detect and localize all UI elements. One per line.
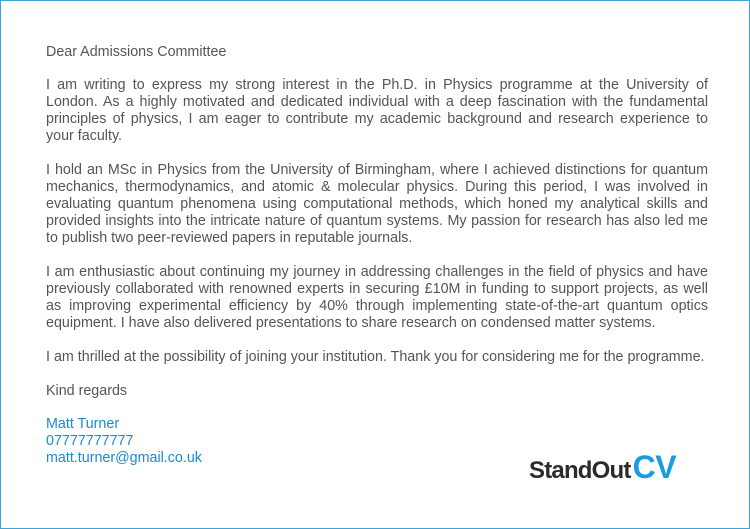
letter-body <box>46 44 708 467</box>
letter-greeting: Dear Admissions Committee <box>46 44 227 60</box>
letter-paragraph-intro: I am writing to express my strong interest in the Ph.D. in Physics programme at the University of London. As a highly motivated and dedicated individual with a deep fascination with the fundamental principles of physics, I am eager to contribute my academic background and research experience to your faculty. <box>46 77 708 144</box>
letter-paragraph-conclusion: I am thrilled at the possibility of joining your institution. Thank you for considering me for the programme. <box>46 349 705 365</box>
letter-paragraph-education: I hold an MSc in Physics from the University of Birmingham, where I achieved distinctions for quantum mechanics, thermodynamics, and atomic & molecular physics. During this period, I was involved in evaluating quantum phenomena using computational methods, which honed my analytical skills and provided insights into the intricate nature of quantum systems. My passion for research has also led me to publish two peer-reviewed papers in reputable journals. <box>46 162 708 246</box>
letter-paragraph-experience: I am enthusiastic about continuing my journey in addressing challenges in the field of physics and have previously collaborated with renowned experts in securing £10M in funding to support projects, as well as improving experimental efficiency by 40% through implementing state-of-the-art quantum optics equipment. I have also delivered presentations to share research on condensed matter systems. <box>46 264 708 331</box>
standout-cv-logo <box>529 451 676 483</box>
letter-closing: Kind regards <box>46 383 128 399</box>
signature-name: Matt Turner <box>46 416 120 432</box>
signature-email: matt.turner@gmail.co.uk <box>46 450 202 466</box>
logo-cv-mark: CV <box>632 449 677 485</box>
signature-phone: 07777777777 <box>46 433 134 449</box>
logo-wordmark: StandOut <box>529 457 631 484</box>
